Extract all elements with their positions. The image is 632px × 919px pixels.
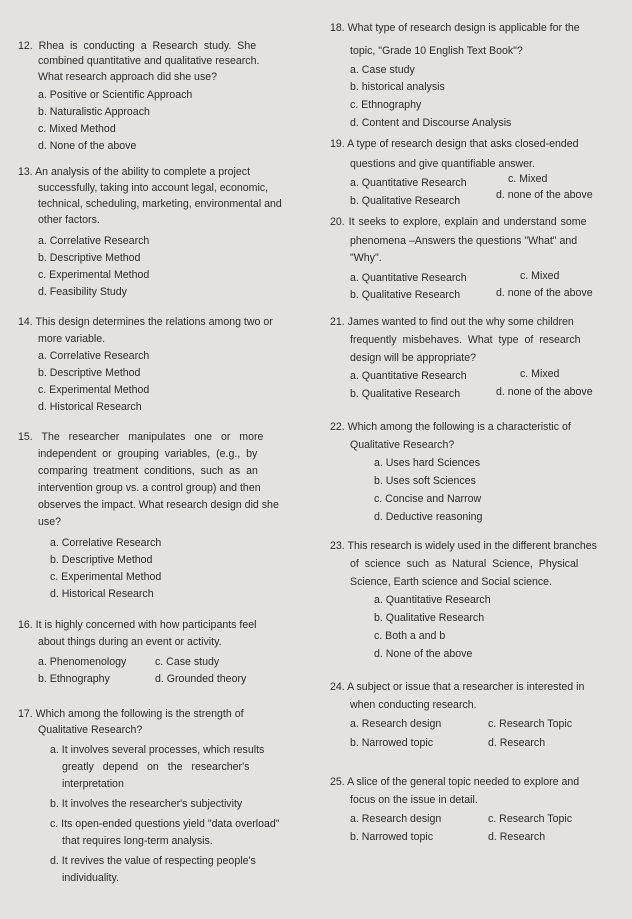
choice-c: c. Experimental Method [38, 269, 150, 281]
choice-b: b. historical analysis [350, 81, 445, 93]
choice-d: d. none of the above [496, 386, 593, 398]
choice-c: c. Case study [155, 656, 220, 668]
choice-c: c. Research Topic [488, 813, 573, 825]
question-stem: Qualitative Research? [350, 439, 455, 451]
choice-b: b. Qualitative Research [350, 195, 461, 207]
question-stem: observes the impact. What research design did she [38, 499, 279, 511]
choice-d: d. Grounded theory [155, 673, 247, 685]
choice-b: b. Qualitative Research [350, 388, 461, 400]
question-stem: topic, "Grade 10 English Text Book"? [350, 45, 523, 57]
question-stem: 19. A type of research design that asks closed-ended [330, 138, 579, 150]
choice-c: c. Mixed [508, 173, 548, 185]
choice-d: d. Deductive reasoning [374, 511, 483, 523]
question-stem: independent or grouping variables, (e.g., by [38, 448, 258, 460]
choice-a: a. Phenomenology [38, 656, 127, 668]
choice-c: c. Both a and b [374, 630, 446, 642]
choice-c: that requires long-term analysis. [62, 835, 213, 847]
question-stem: when conducting research. [350, 699, 477, 711]
choice-a: interpretation [62, 778, 124, 790]
right-column [318, 0, 608, 919]
question-stem: phenomena –Answers the questions "What" and [350, 235, 578, 247]
choice-b: b. Ethnography [38, 673, 110, 685]
choice-d: d. None of the above [38, 140, 137, 152]
choice-b: b. Uses soft Sciences [374, 475, 476, 487]
question-stem: other factors. [38, 214, 100, 226]
question-stem: 21. James wanted to find out the why some children [330, 316, 574, 328]
choice-b: b. Descriptive Method [38, 252, 141, 264]
question-stem: use? [38, 516, 61, 528]
choice-a: greatly depend on the researcher's [62, 761, 250, 773]
choice-b: b. Qualitative Research [350, 289, 461, 301]
left-column [0, 0, 290, 919]
question-stem: frequently misbehaves. What type of research [350, 334, 581, 346]
choice-a: a. It involves several processes, which results [50, 744, 265, 756]
question-stem: 15. The researcher manipulates one or more [18, 431, 264, 443]
question-stem: 25. A slice of the general topic needed to explore and [330, 776, 580, 788]
choice-d: d. Feasibility Study [38, 286, 127, 298]
choice-b: b. Descriptive Method [38, 367, 141, 379]
question-stem: 23. This research is widely used in the different branches [330, 540, 597, 552]
question-stem: of science such as Natural Science, Physical [350, 558, 579, 570]
choice-d: d. none of the above [496, 189, 593, 201]
choice-c: c. Mixed [520, 368, 560, 380]
question-stem: Qualitative Research? [38, 724, 143, 736]
question-stem: more variable. [38, 333, 106, 345]
question-stem: 14. This design determines the relations among two or [18, 316, 273, 328]
choice-b: b. Narrowed topic [350, 831, 434, 843]
choice-d: d. It revives the value of respecting people's [50, 855, 256, 867]
choice-a: a. Uses hard Sciences [374, 457, 480, 469]
choice-d: d. Historical Research [38, 401, 142, 413]
question-stem: focus on the issue in detail. [350, 794, 478, 806]
choice-b: b. Naturalistic Approach [38, 106, 150, 118]
choice-b: b. It involves the researcher's subjectivity [50, 798, 243, 810]
question-stem: about things during an event or activity. [38, 636, 222, 648]
choice-d: individuality. [62, 872, 119, 884]
question-stem: comparing treatment conditions, such as an [38, 465, 258, 477]
choice-a: a. Research design [350, 718, 442, 730]
choice-d: d. Historical Research [50, 588, 154, 600]
question-stem: 16. It is highly concerned with how participants feel [18, 619, 257, 631]
choice-c: c. Concise and Narrow [374, 493, 482, 505]
choice-d: d. none of the above [496, 287, 593, 299]
choice-a: a. Correlative Research [38, 350, 150, 362]
question-stem: combined quantitative and qualitative research. [38, 55, 260, 67]
question-stem: "Why". [350, 252, 382, 264]
choice-c: c. Mixed Method [38, 123, 116, 135]
choice-b: b. Qualitative Research [374, 612, 485, 624]
choice-c: c. Experimental Method [38, 384, 150, 396]
choice-a: a. Quantitative Research [374, 594, 491, 606]
question-stem: successfully, taking into account legal, economic, [38, 182, 269, 194]
question-stem: Science, Earth science and Social science. [350, 576, 552, 588]
choice-d: d. Content and Discourse Analysis [350, 117, 512, 129]
choice-c: c. Experimental Method [50, 571, 162, 583]
choice-a: a. Correlative Research [38, 235, 150, 247]
question-stem: design will be appropriate? [350, 352, 477, 364]
question-stem: intervention group vs. a control group) and then [38, 482, 261, 494]
choice-a: a. Research design [350, 813, 442, 825]
choice-d: d. None of the above [374, 648, 473, 660]
question-stem: 22. Which among the following is a characteristic of [330, 421, 571, 433]
question-stem: 12. Rhea is conducting a Research study. She [18, 40, 257, 52]
question-stem: What research approach did she use? [38, 71, 218, 83]
choice-b: b. Descriptive Method [50, 554, 153, 566]
choice-c: c. Ethnography [350, 99, 422, 111]
choice-a: a. Correlative Research [50, 537, 162, 549]
question-stem: questions and give quantifiable answer. [350, 158, 535, 170]
choice-a: a. Quantitative Research [350, 272, 467, 284]
question-stem: 24. A subject or issue that a researcher is interested in [330, 681, 585, 693]
choice-d: d. Research [488, 831, 546, 843]
question-stem: 18. What type of research design is applicable for the [330, 22, 580, 34]
choice-d: d. Research [488, 737, 546, 749]
choice-a: a. Quantitative Research [350, 177, 467, 189]
question-stem: 17. Which among the following is the strength of [18, 708, 244, 720]
question-stem: 13. An analysis of the ability to complete a project [18, 166, 251, 178]
choice-a: a. Positive or Scientific Approach [38, 89, 193, 101]
choice-c: c. Its open-ended questions yield "data overload" [50, 818, 280, 830]
choice-a: a. Case study [350, 64, 415, 76]
question-stem: 20. It seeks to explore, explain and understand some [330, 216, 587, 228]
question-stem: technical, scheduling, marketing, environmental and [38, 198, 282, 210]
choice-b: b. Narrowed topic [350, 737, 434, 749]
choice-c: c. Research Topic [488, 718, 573, 730]
choice-c: c. Mixed [520, 270, 560, 282]
choice-a: a. Quantitative Research [350, 370, 467, 382]
